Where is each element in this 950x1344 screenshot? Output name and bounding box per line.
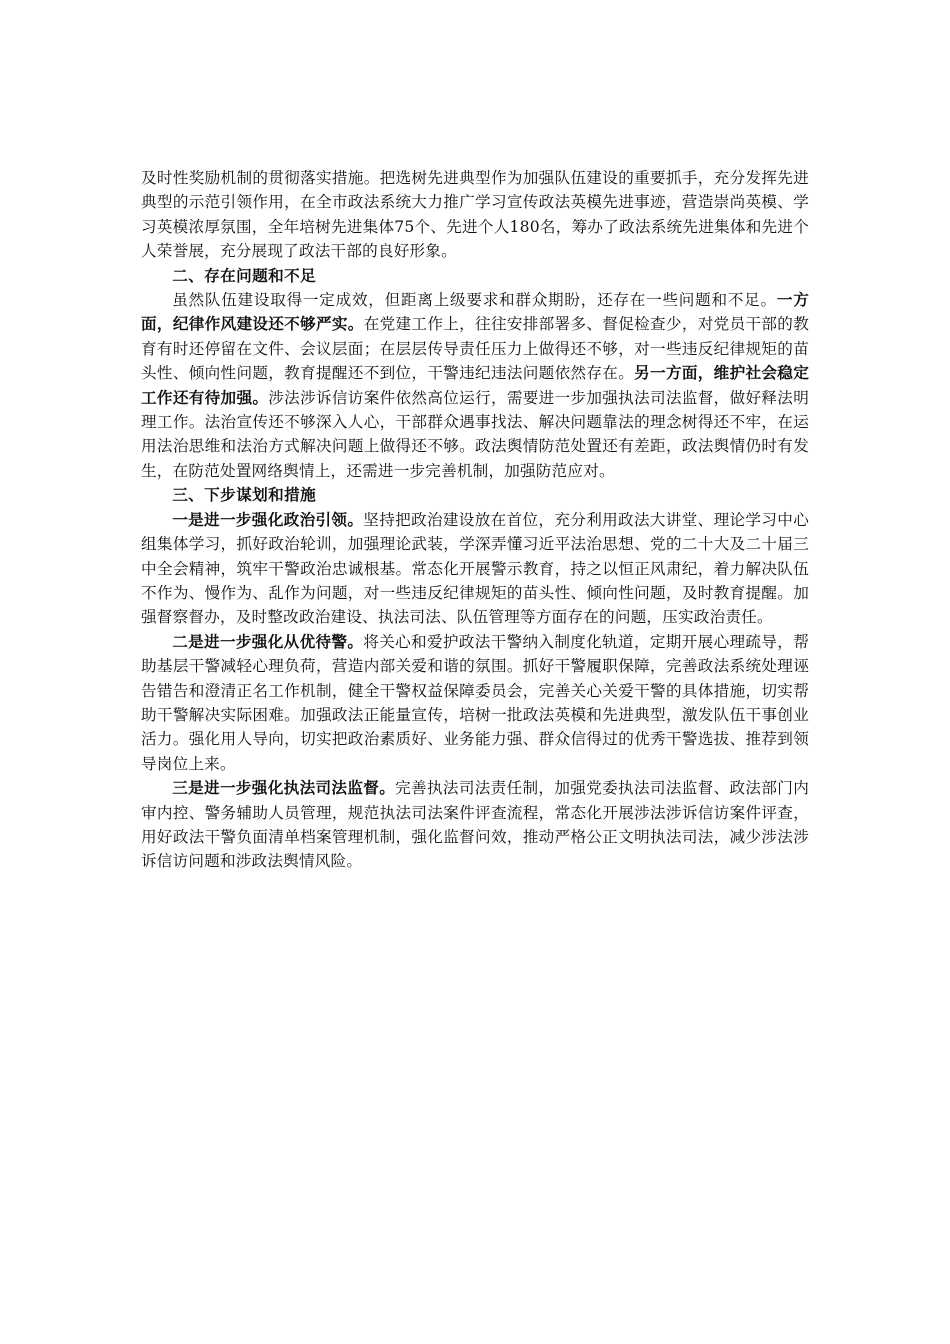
document-page (141, 166, 809, 874)
section-heading-problems: 二、存在问题和不足 (172, 265, 317, 285)
plan-item-political-text: 坚持把政治建设放在首位，充分利用政法大讲堂、理论学习中心组集体学习，抓好政治轮训，加强理论武装，学深弄懂习近平法治思想、党的二十大及二十届三中全会精神，筑牢干警政治忠诚根基。常态化开展警示教育，持之以恒正风肃纪，着力解决队伍不作为、慢作为、乱作为问题，对一些违反纪律规矩的苗头性、倾向性问题，及时教育提醒。加强督察督办，及时整改政治建设、执法司法、队伍管理等方面存在的问题，压实政治责任。 (141, 510, 809, 627)
problems-point-discipline: 一方面，纪律作风建设还不够严实。 (141, 290, 809, 334)
plan-item-welfare-text: 将关心和爱护政法干警纳入制度化轨道，定期开展心理疏导，帮助基层干警减轻心理负荷，营造内部关爱和谐的氛围。抓好干警履职保障，完善政法系统处理诬告错告和澄清正名工作机制，健全干警权益保障委员会，完善关心关爱干警的具体措施，切实帮助干警解决实际困难。加强政法正能量宣传，培树一批政法英模和先进典型，激发队伍干事创业活力。强化用人导向，切实把政治素质好、业务能力强、群众信得过的优秀干警选拔、推荐到领导岗位上来。 (141, 632, 809, 773)
plan-item-political (141, 508, 809, 630)
problems-point-stability: 另一方面，维护社会稳定工作还有待加强。 (141, 363, 810, 407)
section-heading-plans: 三、下步谋划和措施 (172, 485, 317, 505)
continuation-text: 及时性奖励机制的贯彻落实措施。把选树先进典型作为加强队伍建设的重要抓手，充分发挥先进典型的示范引领作用，在全市政法系统大力推广学习宣传政法英模先进事迹，营造崇尚英模、学习英模浓厚氛围，全年培树先进集体75个、先进个人180名，筹办了政法系统先进集体和先进个人荣誉展，充分展现了政法干部的良好形象。 (141, 169, 809, 261)
continuation-paragraph (141, 166, 809, 264)
plan-item-welfare (141, 630, 809, 776)
plan-item-supervision-title: 三是进一步强化执法司法监督。 (172, 778, 396, 798)
problems-paragraph (141, 288, 809, 483)
problems-stability-text: 涉法涉诉信访案件依然高位运行，需要进一步加强执法司法监督，做好释法明理工作。法治宣传还不够深入人心，干部群众遇事找法、解决问题靠法的理念树得还不牢，在运用法治思维和法治方式解决问题上做得还不够。政法舆情防范处置还有差距，政法舆情仍时有发生，在防范处置网络舆情上，还需进一步完善机制，加强防范应对。 (141, 388, 809, 480)
plan-item-political-title: 一是进一步强化政治引领。 (172, 509, 364, 529)
plan-item-supervision (141, 776, 809, 874)
problems-intro-text: 虽然队伍建设取得一定成效，但距离上级要求和群众期盼，还存在一些问题和不足。 (172, 291, 777, 310)
problems-discipline-text: 在党建工作上，往往安排部署多、督促检查少，对党员干部的教育有时还停留在文件、会议层面；在层层传导责任压力上做得还不够，对一些违反纪律规矩的苗头性、倾向性问题，教育提醒还不到位，干警违纪违法问题依然存在。 (141, 315, 809, 383)
plan-item-welfare-title: 二是进一步强化从优待警。 (172, 631, 364, 651)
plan-item-supervision-text: 完善执法司法责任制，加强党委执法司法监督、政法部门内审内控、警务辅助人员管理，规范执法司法案件评查流程，常态化开展涉法涉诉信访案件评查，用好政法干警负面清单档案管理机制，强化监督问效，推动严格公正文明执法司法，减少涉法涉诉信访问题和涉政法舆情风险。 (141, 779, 809, 871)
